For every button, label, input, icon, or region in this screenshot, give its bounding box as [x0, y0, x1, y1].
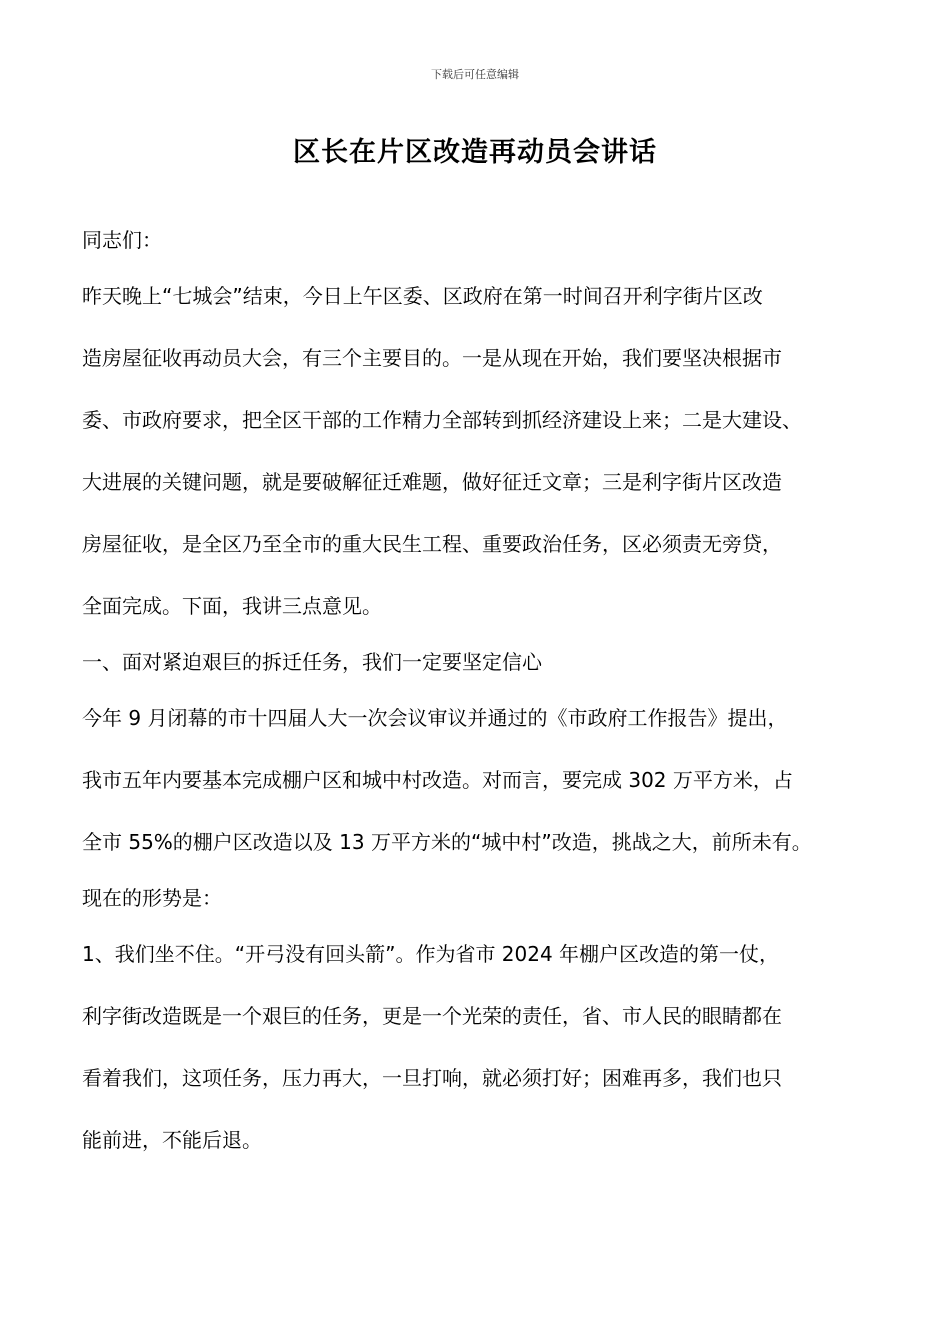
document-title: 区长在片区改造再动员会讲话 — [293, 137, 657, 168]
body-line: 全市 55%的棚户区改造以及 13 万平方米的“城中村”改造，挑战之大，前所未有。 — [82, 830, 812, 854]
salutation-line: 同志们： — [82, 228, 162, 252]
body-line: 大进展的关键问题，就是要破解征迁难题，做好征迁文章；三是利字街片区改造 — [82, 470, 782, 494]
body-line: 现在的形势是： — [82, 886, 222, 910]
body-line: 委、市政府要求，把全区干部的工作精力全部转到抓经济建设上来；二是大建设、 — [82, 408, 802, 432]
document-body — [82, 222, 882, 1184]
body-line: 利字街改造既是一个艰巨的任务，更是一个光荣的责任，省、市人民的眼睛都在 — [82, 1004, 782, 1028]
body-line: 房屋征收，是全区乃至全市的重大民生工程、重要政治任务，区必须责无旁贷， — [82, 532, 782, 556]
body-line: 能前进，不能后退。 — [82, 1128, 262, 1152]
body-line: 看着我们，这项任务，压力再大，一旦打响，就必须打好；困难再多，我们也只 — [82, 1066, 782, 1090]
body-line: 全面完成。下面，我讲三点意见。 — [82, 594, 382, 618]
body-line: 我市五年内要基本完成棚户区和城中村改造。对而言，要完成 302 万平方米，占 — [82, 768, 793, 792]
body-line: 1、我们坐不住。“开弓没有回头箭”。作为省市 2024 年棚户区改造的第一仗， — [82, 942, 780, 966]
body-line: 造房屋征收再动员大会，有三个主要目的。一是从现在开始，我们要坚决根据市 — [82, 346, 782, 370]
section-heading: 一、面对紧迫艰巨的拆迁任务，我们一定要坚定信心 — [82, 650, 542, 674]
body-line: 昨天晚上“七城会”结束，今日上午区委、区政府在第一时间召开利字街片区改 — [82, 284, 763, 308]
body-line: 今年 9 月闭幕的市十四届人大一次会议审议并通过的《市政府工作报告》提出， — [82, 706, 788, 730]
header-note: 下载后可任意编辑 — [431, 68, 519, 81]
